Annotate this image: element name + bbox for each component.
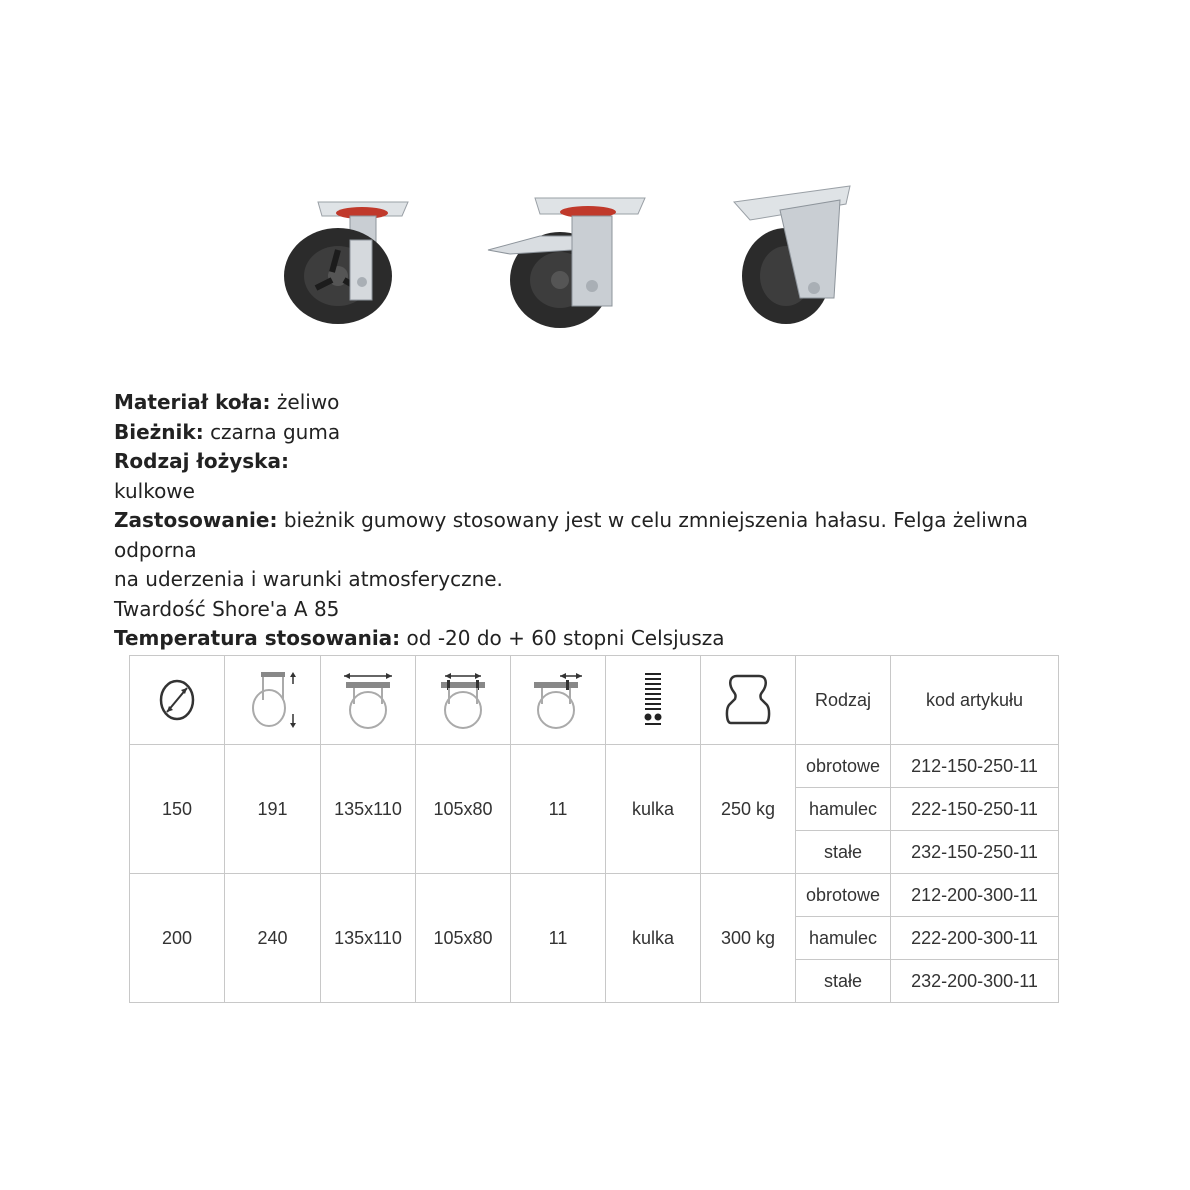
header-load [701,656,796,745]
cell-type: obrotowe [796,745,891,788]
spec-bearing [114,447,1114,477]
header-plate [321,656,416,745]
spec-hardness: Twardość Shore'a A 85 [114,596,340,621]
cell-code: 222-150-250-11 [891,788,1059,831]
header-bearing [606,656,701,745]
plate-size-icon [340,670,396,730]
cell-type: stałe [796,960,891,1003]
cell-height: 240 [225,874,321,1003]
spec-usage-line2: na uderzenia i warunki atmosferyczne. [114,567,503,591]
specifications [114,388,1114,654]
spec-temperature [114,624,1114,654]
wheel-diameter-icon [157,678,197,722]
material-label: Materiał koła: [114,390,271,414]
usage-value-line1: bieżnik gumowy stosowany jest w celu zmniejszenia hałasu. Felga żeliwna odporna [114,508,1029,562]
cell-code: 212-200-300-11 [891,874,1059,917]
header-type: Rodzaj [796,656,891,745]
cell-code: 222-200-300-11 [891,917,1059,960]
bearing-label: Rodzaj łożyska: [114,449,289,473]
cell-type: stałe [796,831,891,874]
table-row [130,745,1059,788]
bolt-diameter-icon [530,670,586,730]
tread-label: Bieżnik: [114,419,204,444]
cell-type: obrotowe [796,874,891,917]
cell-load: 300 kg [701,874,796,1003]
table-row [130,874,1059,917]
header-bolt [511,656,606,745]
brake-castor-image [480,180,650,330]
header-code: kod artykułu [891,656,1059,745]
header-holes [416,656,511,745]
mounting-height-icon [247,670,299,730]
cell-bearing: kulka [606,874,701,1003]
spec-material [114,388,1114,418]
product-table [129,655,1059,1003]
table-header-row [130,656,1059,745]
product-photos [270,180,870,330]
load-capacity-icon [723,673,773,727]
temperature-label: Temperatura stosowania: [114,626,401,650]
cell-plate: 135x110 [321,745,416,874]
cell-code: 232-200-300-11 [891,960,1059,1003]
cell-diameter: 150 [130,745,225,874]
cell-plate: 135x110 [321,874,416,1003]
cell-holes: 105x80 [416,874,511,1003]
hole-spacing-icon [435,670,491,730]
cell-type: hamulec [796,917,891,960]
cell-bolt: 11 [511,745,606,874]
cell-holes: 105x80 [416,745,511,874]
usage-label: Zastosowanie: [114,508,278,532]
cell-height: 191 [225,745,321,874]
cell-bolt: 11 [511,874,606,1003]
cell-load: 250 kg [701,745,796,874]
header-diameter [130,656,225,745]
bearing-type-icon [641,671,665,729]
material-value: żeliwo [276,390,340,414]
spec-tread [114,418,1114,448]
temperature-value: od -20 do + 60 stopni Celsjusza [406,626,725,650]
header-height [225,656,321,745]
tread-value: czarna guma [210,419,341,444]
cell-bearing: kulka [606,745,701,874]
cell-diameter: 200 [130,874,225,1003]
fixed-castor-image [730,180,870,330]
spec-bearing-value: kulkowe [114,478,195,503]
spec-usage [114,506,1114,565]
cell-code: 232-150-250-11 [891,831,1059,874]
swivel-castor-image [280,180,420,330]
cell-code: 212-150-250-11 [891,745,1059,788]
cell-type: hamulec [796,788,891,831]
